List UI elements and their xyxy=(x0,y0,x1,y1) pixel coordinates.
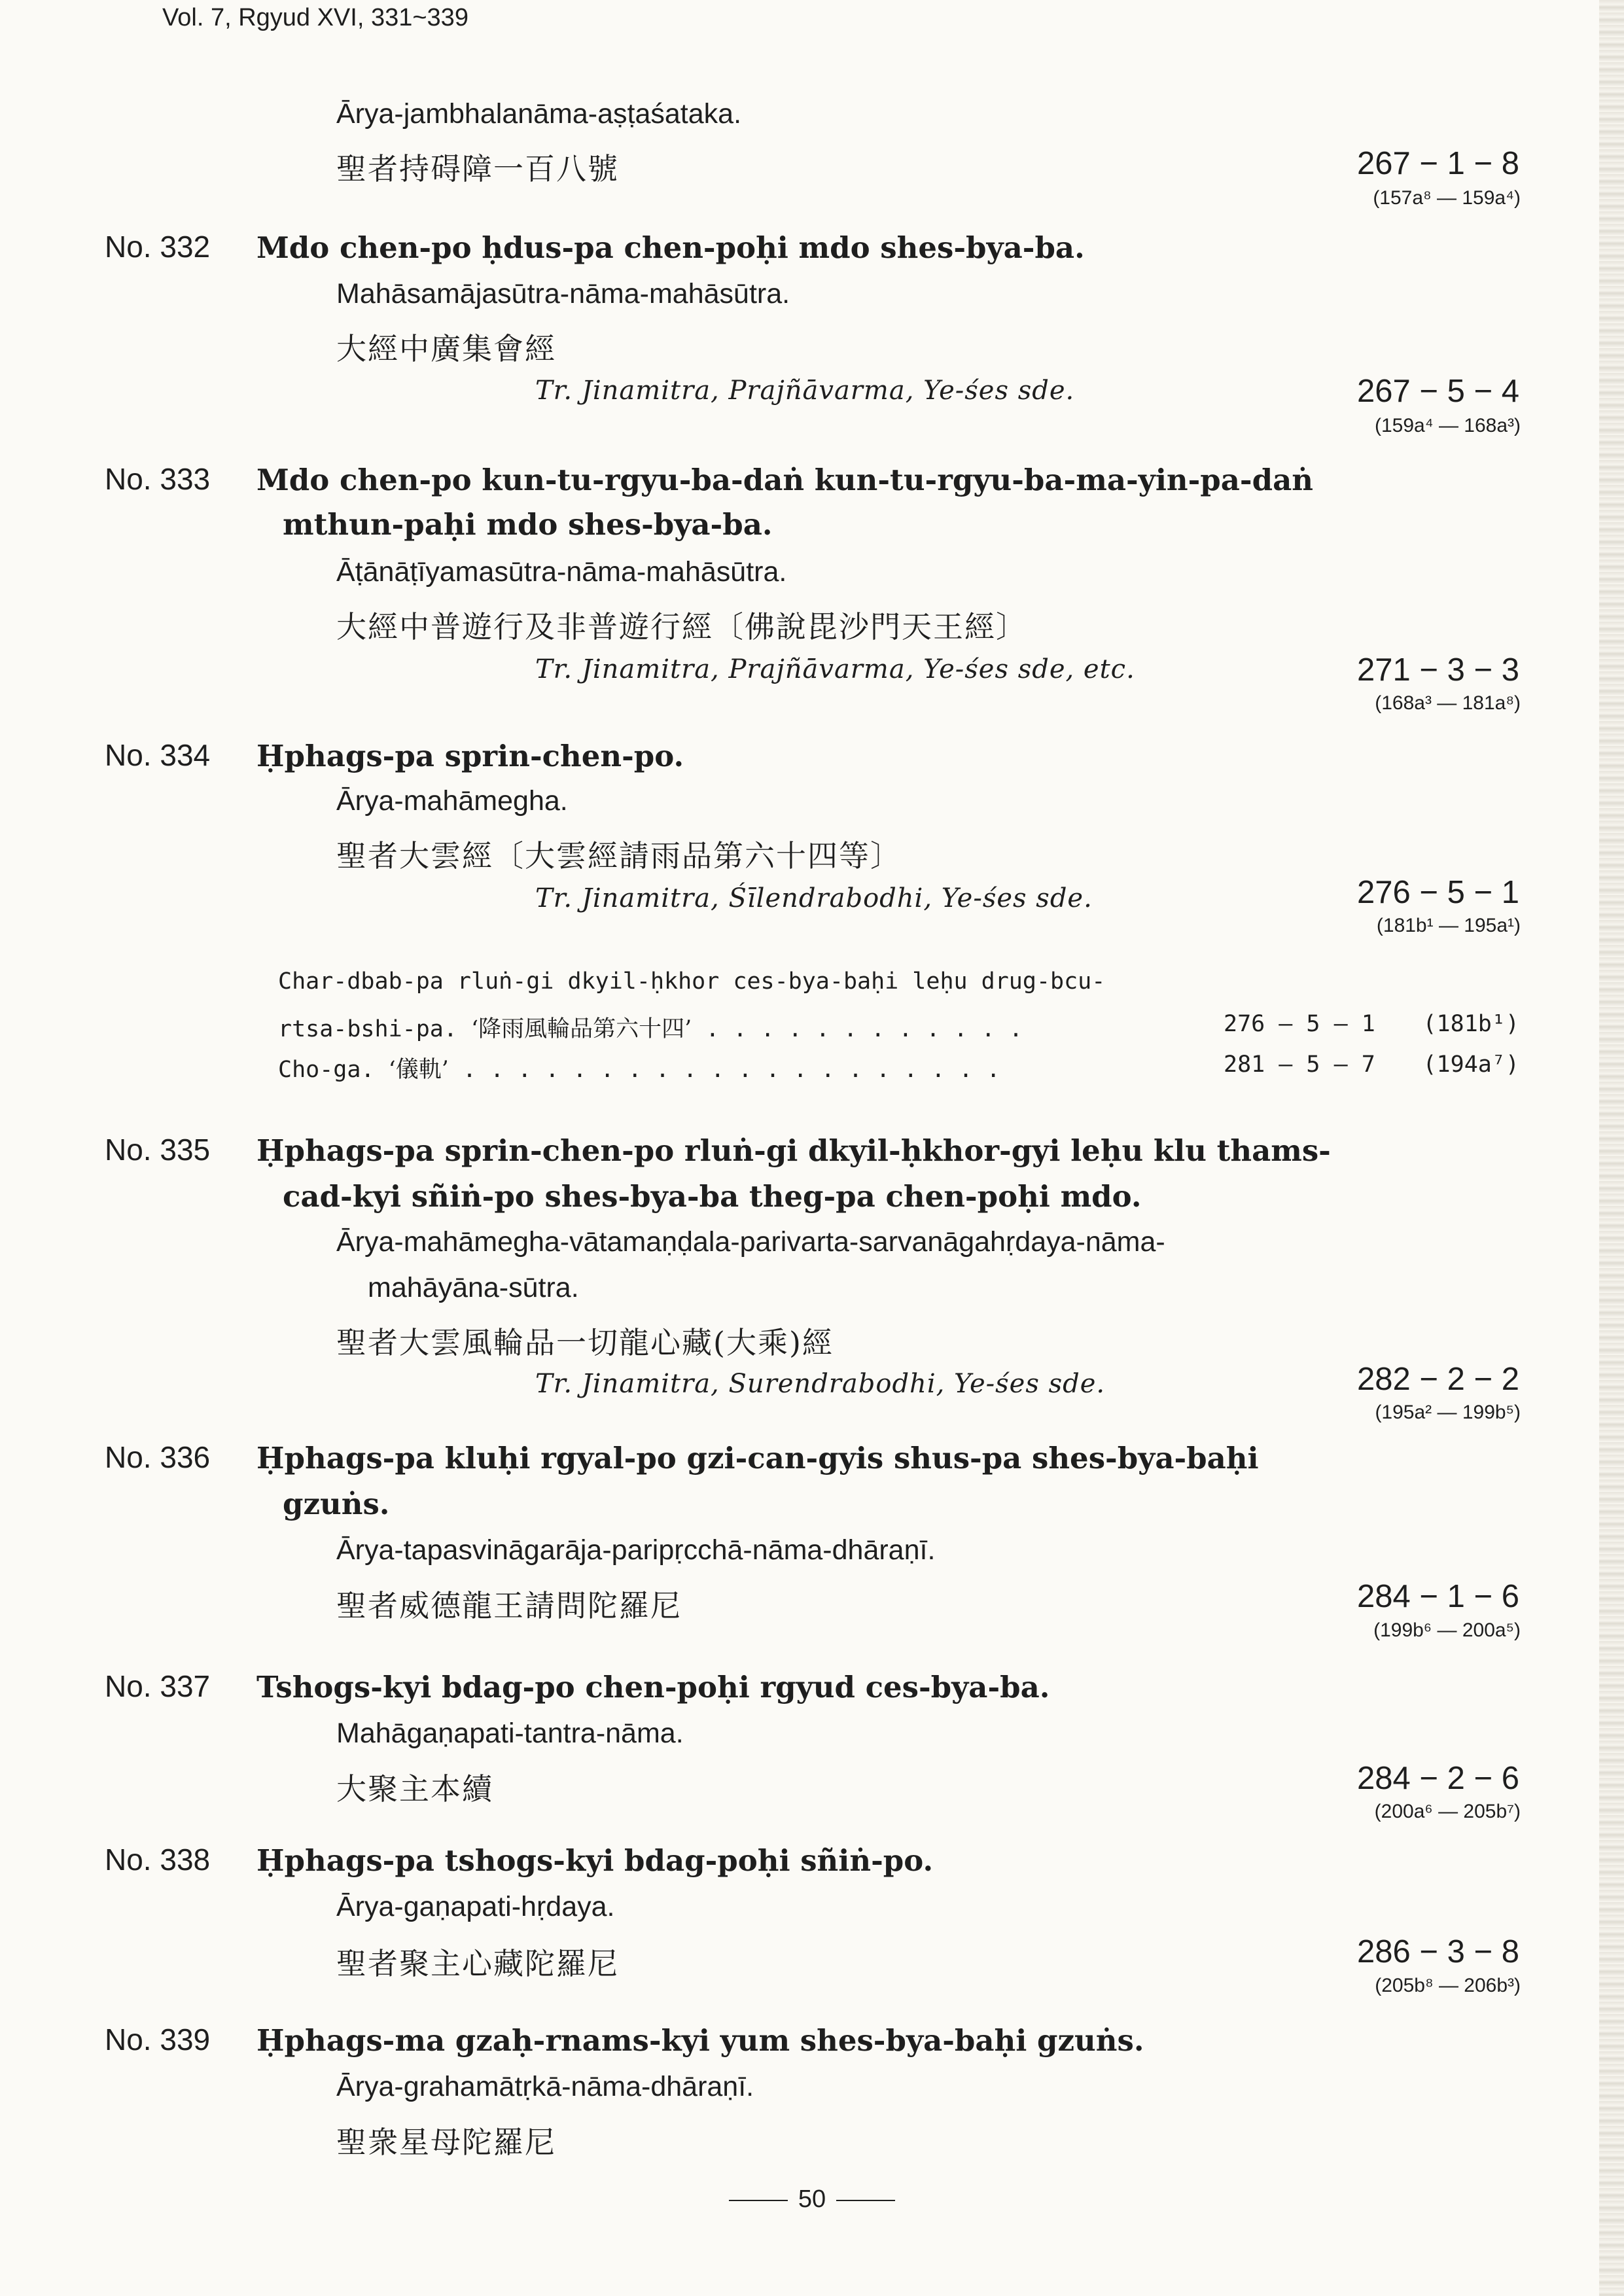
entry-number: No. 334 xyxy=(105,738,211,772)
translators: Tr. Jinamitra, Śīlendrabodhi, Ye-śes sde. xyxy=(535,883,1093,913)
folio-range: (157a⁸ — 159a⁴) xyxy=(1373,187,1521,209)
note-line xyxy=(278,1011,1023,1044)
sanskrit-title: Āṭānāṭīyamasūtra-nāma-mahāsūtra. xyxy=(336,556,787,588)
translators: Tr. Jinamitra, Prajñāvarma, Ye-śes sde, etc. xyxy=(535,654,1135,684)
running-header: Vol. 7, Rgyud XVI, 331~339 xyxy=(162,4,468,31)
entry-number: No. 332 xyxy=(105,230,211,264)
tibetan-title-cont: gzuṅs. xyxy=(283,1487,390,1521)
note-ref: 281 — 5 — 7 xyxy=(1224,1051,1375,1078)
page-number: 50 xyxy=(798,2185,826,2213)
folio-range: (205b⁸ — 206b³) xyxy=(1375,1975,1521,1996)
location-ref: 267 − 1 − 8 xyxy=(1357,146,1519,181)
location-ref: 286 − 3 − 8 xyxy=(1357,1934,1519,1969)
entry-number: No. 337 xyxy=(105,1669,211,1703)
folio-range: (168a³ — 181a⁸) xyxy=(1375,692,1521,714)
tibetan-title: Tshogs-kyi bdag-po chen-poḥi rgyud ces-bya-ba. xyxy=(256,1670,1050,1704)
sanskrit-title: Mahāgaṇapati-tantra-nāma. xyxy=(336,1718,684,1749)
chinese-title: 聖者聚主心藏陀羅尼 xyxy=(336,1946,619,1981)
chinese-title: 聖者威德龍王請問陀羅尼 xyxy=(336,1588,682,1623)
folio-range: (199b⁶ — 200a⁵) xyxy=(1373,1619,1521,1641)
note-ref: 276 — 5 — 1 xyxy=(1224,1011,1375,1037)
translators: Tr. Jinamitra, Prajñāvarma, Ye-śes sde. xyxy=(535,376,1075,406)
note-folio: (194a⁷) xyxy=(1422,1051,1519,1078)
chinese-title: 聖者大雲經〔大雲經請雨品第六十四等〕 xyxy=(336,838,902,874)
tibetan-title: Ḥphags-ma gzaḥ-rnams-kyi yum shes-bya-baḥi gzuṅs. xyxy=(256,2023,1144,2058)
chinese-title: 大經中普遊行及非普遊行經〔佛說毘沙門天王經〕 xyxy=(336,609,1027,645)
location-ref: 284 − 2 − 6 xyxy=(1357,1761,1519,1796)
note-chinese: ‘儀軌’ xyxy=(388,1057,449,1083)
entry-number: No. 336 xyxy=(105,1440,211,1474)
tibetan-title-cont: mthun-paḥi mdo shes-bya-ba. xyxy=(283,507,773,542)
note-folio: (181b¹) xyxy=(1422,1011,1519,1037)
note-chinese: ‘降雨風輪品第六十四’ xyxy=(471,1016,692,1042)
location-ref: 271 − 3 − 3 xyxy=(1357,652,1519,688)
location-ref: 267 − 5 − 4 xyxy=(1357,374,1519,409)
chinese-title: 大經中廣集會經 xyxy=(336,331,556,366)
entry-number: No. 338 xyxy=(105,1843,211,1877)
footer-rule-left xyxy=(729,2200,788,2201)
footer-rule-right xyxy=(836,2200,895,2201)
location-ref: 282 − 2 − 2 xyxy=(1357,1362,1519,1397)
folio-range: (200a⁶ — 205b⁷) xyxy=(1374,1801,1521,1822)
tibetan-title: Ḥphags-pa tshogs-kyi bdag-poḥi sñiṅ-po. xyxy=(256,1843,934,1878)
sanskrit-title-cont: mahāyāna-sūtra. xyxy=(368,1272,579,1303)
sanskrit-title: Ārya-grahamātṛkā-nāma-dhāraṇī. xyxy=(336,2071,754,2102)
entry-number: No. 333 xyxy=(105,462,211,496)
leader-dots: . . . . . . . . . . . . . . . . . . . . xyxy=(462,1057,1000,1083)
note-line xyxy=(278,1051,1000,1084)
leader-dots: . . . . . . . . . . . . xyxy=(705,1016,1023,1042)
translators: Tr. Jinamitra, Surendrabodhi, Ye-śes sde. xyxy=(535,1369,1106,1399)
folio-range: (195a² — 199b⁵) xyxy=(1375,1402,1521,1423)
tibetan-title: Mdo chen-po ḥdus-pa chen-poḥi mdo shes-bya-ba. xyxy=(256,230,1085,265)
location-ref: 276 − 5 − 1 xyxy=(1357,875,1519,910)
chinese-title: 聖者大雲風輪品一切龍心藏(大乘)經 xyxy=(336,1325,834,1360)
tibetan-title-cont: cad-kyi sñiṅ-po shes-bya-ba theg-pa chen-poḥi mdo. xyxy=(283,1179,1142,1214)
chinese-title: 聖者持碍障一百八號 xyxy=(336,151,619,186)
page-number-footer xyxy=(0,2185,1624,2214)
sanskrit-title: Ārya-gaṇapati-hṛdaya. xyxy=(336,1891,615,1922)
note-line: Char-dbab-pa rluṅ-gi dkyil-ḥkhor ces-bya-baḥi leḥu drug-bcu- xyxy=(278,968,1106,995)
tibetan-title: Ḥphags-pa sprin-chen-po. xyxy=(256,739,684,773)
location-ref: 284 − 1 − 6 xyxy=(1357,1579,1519,1614)
note-text: rtsa-bshi-pa. xyxy=(278,1016,457,1042)
tibetan-title: Ḥphags-pa sprin-chen-po rluṅ-gi dkyil-ḥkhor-gyi leḥu klu thams- xyxy=(256,1133,1331,1168)
sanskrit-title: Mahāsamājasūtra-nāma-mahāsūtra. xyxy=(336,278,790,309)
sanskrit-title: Ārya-tapasvināgarāja-paripṛcchā-nāma-dhāraṇī. xyxy=(336,1534,936,1566)
entry-number: No. 339 xyxy=(105,2022,211,2057)
sanskrit-title: Ārya-mahāmegha. xyxy=(336,785,568,817)
tibetan-title: Mdo chen-po kun-tu-rgyu-ba-daṅ kun-tu-rgyu-ba-ma-yin-pa-daṅ xyxy=(256,463,1313,497)
folio-range: (159a⁴ — 168a³) xyxy=(1374,415,1521,436)
entry-number: No. 335 xyxy=(105,1133,211,1167)
sanskrit-title: Ārya-mahāmegha-vātamaṇḍala-parivarta-sarvanāgahṛdaya-nāma- xyxy=(336,1226,1165,1258)
chinese-title: 聖衆星母陀羅尼 xyxy=(336,2125,556,2160)
tibetan-title: Ḥphags-pa kluḥi rgyal-po gzi-can-gyis shus-pa shes-bya-baḥi xyxy=(256,1441,1259,1475)
sanskrit-title: Ārya-jambhalanāma-aṣṭaśataka. xyxy=(336,98,742,130)
note-text: Cho-ga. xyxy=(278,1057,375,1083)
chinese-title: 大聚主本續 xyxy=(336,1771,493,1807)
folio-range: (181b¹ — 195a¹) xyxy=(1376,915,1521,936)
